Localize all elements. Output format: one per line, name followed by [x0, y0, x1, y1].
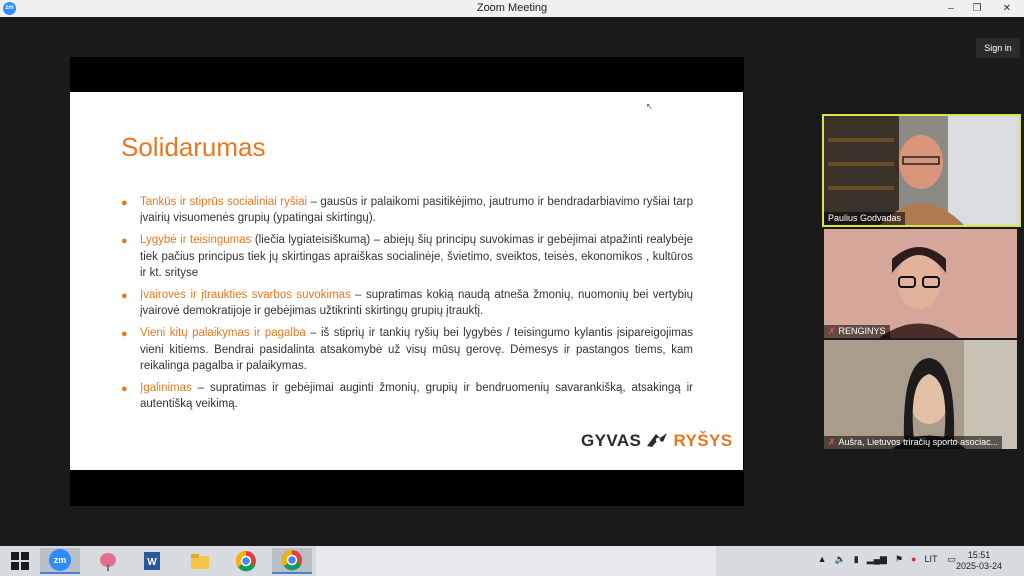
bullet-dot-icon: ●: [121, 328, 128, 341]
bullet-dot-icon: ●: [121, 290, 128, 303]
sign-in-button[interactable]: Sign in: [976, 38, 1020, 58]
participant-video: [824, 229, 1017, 338]
start-button[interactable]: [0, 548, 40, 574]
logo-knot-icon: [646, 432, 668, 448]
zoom-app-icon: zm: [3, 2, 16, 15]
windows-logo-icon: [10, 551, 30, 571]
svg-text:W: W: [147, 557, 157, 568]
flag-icon[interactable]: ⚑: [894, 554, 904, 564]
taskbar-word[interactable]: [132, 548, 172, 574]
close-button[interactable]: ✕: [1002, 3, 1012, 14]
logo-text-left: GYVAS: [581, 431, 642, 450]
slide-bullet-list: [121, 194, 693, 418]
power-icon[interactable]: ▮: [853, 554, 859, 564]
bullet-item: [121, 232, 693, 281]
bullet-text: (liečia lygiateisiškumą) – abiejų šių principų suvokimas ir gebėjimai atpažinti realybėje tiek pačius principus tiek jų skirtingas apraiškas socialinėje, švietimo, sveiktos, teisės, ekonomikos , kultūros ir kt. srityse: [140, 234, 693, 279]
mic-muted-icon: ✗: [828, 437, 836, 447]
presentation-slide: [70, 92, 743, 470]
participant-name: Paulius Godvadas: [824, 212, 905, 225]
slide-title: Solidarumas: [121, 132, 266, 162]
logo-text-right: RYŠYS: [673, 431, 733, 450]
language-indicator[interactable]: LIT: [924, 554, 938, 564]
window-title: Zoom Meeting: [476, 2, 548, 14]
participant-video: [824, 340, 1017, 449]
participant-video-tile[interactable]: [824, 340, 1017, 449]
bullet-dot-icon: ●: [121, 235, 128, 248]
word-icon: [141, 550, 163, 572]
gyvas-rysys-logo: [581, 431, 733, 455]
chrome-icon: [235, 550, 257, 572]
bullet-item: [121, 325, 693, 374]
bullet-text: – supratimas kokią naudą atneša žmonių, nuomonių bei vertybių įvairovė demokratijoje ir gebėjimas užtikrinti skirtingų grupių įtraukt́į.: [140, 289, 693, 318]
participant-video: [824, 116, 1019, 225]
participant-video-tile[interactable]: [822, 114, 1021, 227]
tray-chevron-icon[interactable]: ▲: [817, 554, 827, 564]
bullet-highlight: Įvairovės ir įtraukties svarbos suvokimas: [140, 289, 351, 302]
clock-time: 15:51: [967, 550, 991, 560]
taskbar-empty-area: [316, 546, 716, 576]
bullet-highlight: Tankūs ir stiprūs socialiniai ryšiai: [140, 196, 308, 208]
bullet-highlight: Vieni kitų palaikymas ir pagalba: [140, 327, 306, 340]
bullet-text: – supratimas ir gebėjimai auginti žmonių, grupių ir bendruomenių savarankišką, atsakingą ir autentišką veikimą.: [140, 382, 693, 411]
folder-icon: [189, 550, 211, 572]
taskbar-zoom[interactable]: [40, 548, 80, 574]
windows-taskbar: [0, 546, 1024, 576]
mouse-cursor-icon: ↖: [646, 102, 653, 111]
bullet-item: [121, 194, 693, 226]
bullet-text: – gausūs ir palaikomi pasitikėjimo, jautrumo ir bendradarbiavimo ryšiai tarp įvairių visuomenės grupių (ypatingai skirtingų).: [140, 196, 694, 225]
clock-date: 2025-03-24: [955, 561, 1002, 571]
minimize-button[interactable]: –: [948, 3, 954, 14]
antivirus-icon[interactable]: ●: [911, 554, 917, 564]
mic-muted-icon: ✗: [828, 326, 836, 336]
taskbar-file-explorer[interactable]: [180, 548, 220, 574]
taskbar-app[interactable]: [88, 548, 128, 574]
volume-icon[interactable]: 🔈: [834, 554, 846, 564]
system-tray: [818, 554, 956, 565]
chat-icon[interactable]: ▭: [947, 554, 956, 564]
zoom-icon: zm: [49, 549, 71, 571]
maximize-button[interactable]: ❐: [972, 3, 982, 14]
bullet-dot-icon: ●: [121, 197, 128, 209]
taskbar-chrome-active[interactable]: [272, 548, 312, 574]
bullet-highlight: Lygybė ir teisingumas: [140, 234, 252, 247]
system-clock[interactable]: [956, 550, 1002, 572]
taskbar-chrome[interactable]: [226, 548, 266, 574]
participant-name: ✗ Aušra, Lietuvos triračių sporto asociac...: [824, 436, 1002, 449]
bullet-text: – iš stiprių ir tankių ryšių bei lygybės / teisingumo kylantis įsipareigojimas vieni kitiems. Bendrai pasidalinta atsakomybė už visų mūsų gerovę. Dėmesys ir pastangos tiems, kam reikalinga pagalba ir palaikymas.: [140, 327, 693, 372]
participant-video-tile[interactable]: [824, 229, 1017, 338]
participant-name: ✗ RENGINYS: [824, 325, 890, 338]
brain-app-icon: [97, 550, 119, 572]
bullet-highlight: Įgalinimas: [140, 382, 192, 395]
bullet-item: [121, 287, 693, 319]
bullet-item: [121, 380, 693, 412]
bullet-dot-icon: ●: [121, 383, 128, 396]
chrome-icon: [281, 549, 303, 571]
window-title-bar: [0, 0, 1024, 17]
network-icon[interactable]: ▂▄▆: [866, 554, 887, 564]
